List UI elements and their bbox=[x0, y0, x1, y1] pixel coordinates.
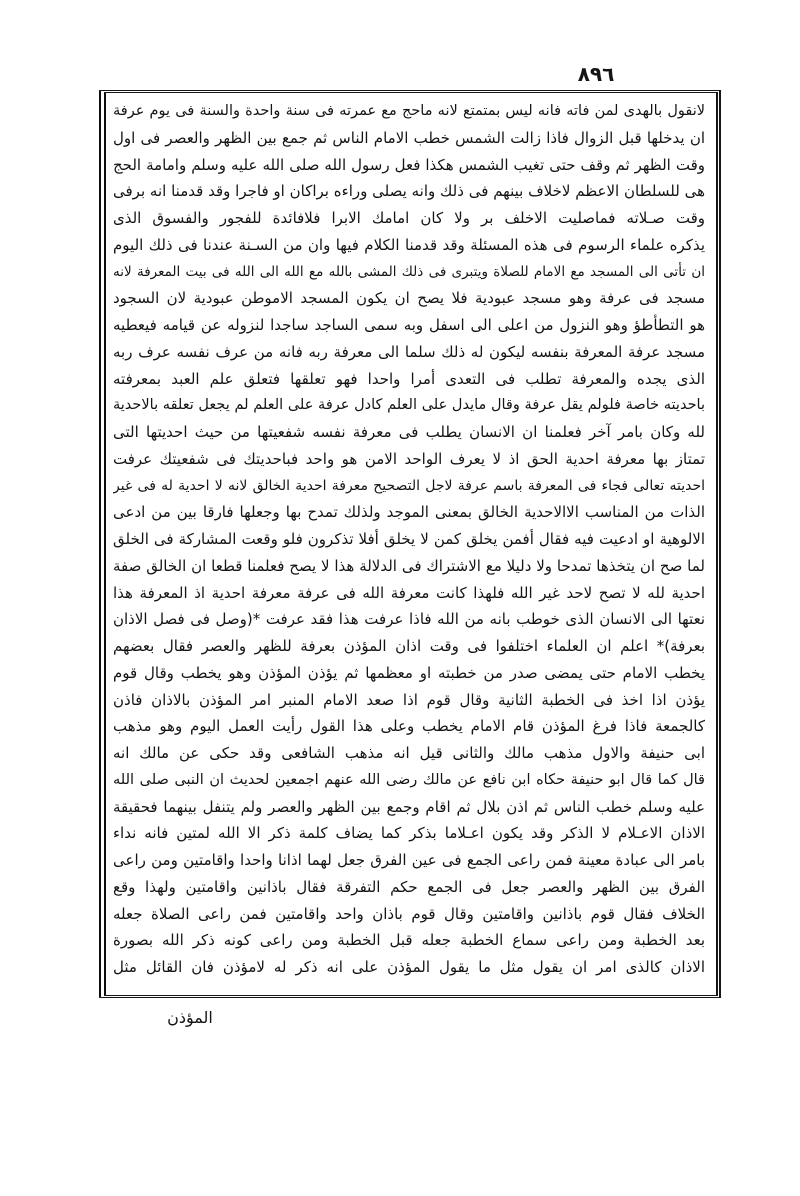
text-line: الالوهية او ادعيت فيه فقال أفمن يخلق كمن لا يخلق أفلا تذكرون فلو وقعت المشاركة فى الخلق bbox=[113, 530, 705, 548]
text-line: الاذان الاعـلام لا الذكر وقد يكون اعـلاما بذكر كما يضاف كلمة ذكر الا الله لمتين فانه نداء bbox=[113, 824, 705, 843]
text-line: الاذان كالذى امر ان يقول مثل ما يقول المؤذن على انه ذكر له لامؤذن فان القائل مثل bbox=[113, 958, 705, 976]
text-line: ان تأتى الى المسجد مع الامام للصلاة ويتبرى فى ذلك المشى بالله مع الله الى الله فى بيت المعرفة لانه bbox=[113, 263, 705, 280]
catchword: المؤذن bbox=[167, 1008, 213, 1027]
text-line: عليه وسلم خطب الناس ثم اذن بلال ثم اقام وجمع بين الظهر والعصر ولم يتنفل بينهما فحقيقة bbox=[113, 797, 705, 816]
text-line: كالجمعة فاذا فرغ المؤذن قام الامام يخطب وعلى هذا القول رأيت العمل اليوم وهو مذهب bbox=[113, 717, 705, 736]
text-line: بامر الى عبادة معينة فمن راعى الجمع فى عين الفرق جعل لهما اذانا واحدا واقامتين ومن راعى bbox=[113, 851, 705, 869]
text-line: لما صح ان يتخذها تمدحا ولا دليلا مع الاشتراك فى الدلالة هذا لا يصح فعلمنا قطعا ان الخالق صفة bbox=[113, 556, 705, 575]
text-line: باحديته خاصة فلولم يقل عرفة وقال مايدل على العلم كادل عرفة على العلم لم يجعل تعلقه بالاحدية bbox=[113, 397, 705, 414]
text-line: تمتاز بها معرفة احدية الحق اذ لا يعرف الواحد الامن هو واحد فباحديتك فى شفعيتك عرفت bbox=[113, 449, 705, 468]
text-line: بعد الخطبة ومن راعى سماع الخطبة جعله قبل الخطبة ومن راعى كونه ذكر الله بصورة bbox=[113, 931, 705, 950]
section-heading-line: نعتها الى الانسان الذى خوطب بانه من الله فاذا عرفت هذا فقد عرفت *(وصل فى فصل الاذان bbox=[113, 610, 705, 629]
text-line: هى للسلطان الاعظم لاخلاف بينهم فى ذلك وانه يصلى وراءه براكان او فاجرا وقد قدمنا انه برفى bbox=[113, 182, 705, 201]
text-line: الذى يجده والمعرفة تطلب فى التعدى أمرا واحدا فهو تعلقها فتعلق علم العبد بمعرفته bbox=[113, 369, 705, 388]
text-line: الخلاف فقال قوم باذانين واقامتين وقال قوم باذان واحد واقامتين فمن راعى الصلاة جعله bbox=[113, 904, 705, 923]
section-heading-line: بعرفة)* اعلم ان العلماء اختلفوا فى وقت اذان المؤذن بعرفة للظهر والعصر فقال بعضهم bbox=[113, 637, 705, 655]
text-line: مسجد فى عرفة وهو مسجد عبودية فلا يصح ان يكون المسجد الاموطن عبودية لان السجود bbox=[113, 289, 705, 308]
text-line: مسجد عرفة المعرفة بنفسه ليكون له ذلك سلما الى معرفة ربه فانه من عرف نفسه عرف ربه bbox=[113, 342, 705, 361]
text-line: ابى حنيفة والاول مذهب مالك والثانى قيل انه مذهب الشافعى وقد حكى عن مالك انه bbox=[113, 744, 705, 762]
text-line: يؤذن اذا اخذ فى الخطبة الثانية وقال قوم اذا صعد الامام المنبر امر المؤذن بالاذان فاذن bbox=[113, 690, 705, 709]
text-line: احدية لله لا تصح لاحد غير الله فلهذا كانت معرفة الله فى عرفة معرفة احدية اذ المعرفة هذا bbox=[113, 583, 705, 602]
text-line: لله وكان بامر آخر فعلمنا ان الانسان يطلب فى معرفة نفسه شفعيتها من حيث احديتها التى bbox=[113, 423, 705, 441]
text-line: هو التطأطؤ وهو النزول من اعلى الى اسفل وبه سمى الساجد ساجدا لنزوله عن قيامه فيعطيه bbox=[113, 316, 705, 334]
text-line: يخطب الامام حتى يمضى صدر من خطبته او معظمها ثم يؤذن المؤذن وهو يخطب وقال قوم bbox=[113, 663, 705, 682]
text-line: ان يدخلها قبل الزوال فاذا زالت الشمس خطب الامام الناس ثم جمع بين الظهر والعصر فى اول bbox=[113, 128, 705, 147]
page-number: ٨٩٦ bbox=[577, 62, 615, 86]
text-line: وقت صـلاته فماصليت الاخلف بر ولا كان امامك الابرا فلافائدة للفجور والفسوق الذى bbox=[113, 209, 705, 227]
text-line: يذكره علماء الرسوم فى هذه المسئلة وقد قدمنا الكلام فيها وان من السـنة عندنا فى ذلك اليوم bbox=[113, 235, 705, 254]
text-line: احديته تعالى فجاء فى المعرفة باسم عرفة لاجل التصحيح معرفة احدية الخالق لانه لا احدية له فى غير bbox=[113, 477, 705, 494]
main-text-block bbox=[113, 98, 705, 981]
text-line: الذات من المناسب الاالاحدية الخالق بمعنى الموجد ولذلك تمدح بها وجعلها فارقا بين من ادعى bbox=[113, 503, 705, 522]
text-line: لانقول بالهدى لمن فاته فانه ليس بمتمتع لانه ماحج مع عمرته فى سنة واحدة والسنة فى يوم عرفة bbox=[113, 103, 705, 119]
text-line: وقت الظهر ثم وقف حتى تغيب الشمس هكذا فعل رسول الله صلى الله عليه وسلم وامامة الحج bbox=[113, 155, 705, 174]
text-line: الفرق بين الظهر والعصر جعل فى الجمع حكم التفرقة فقال باذانين واقامتين ولهذا وقع bbox=[113, 877, 705, 896]
text-line: قال كما قال ابو حنيفة حكاه ابن نافع عن مالك رضى الله عنهم اجمعين لحديث ان النبى صلى الله bbox=[113, 771, 705, 788]
